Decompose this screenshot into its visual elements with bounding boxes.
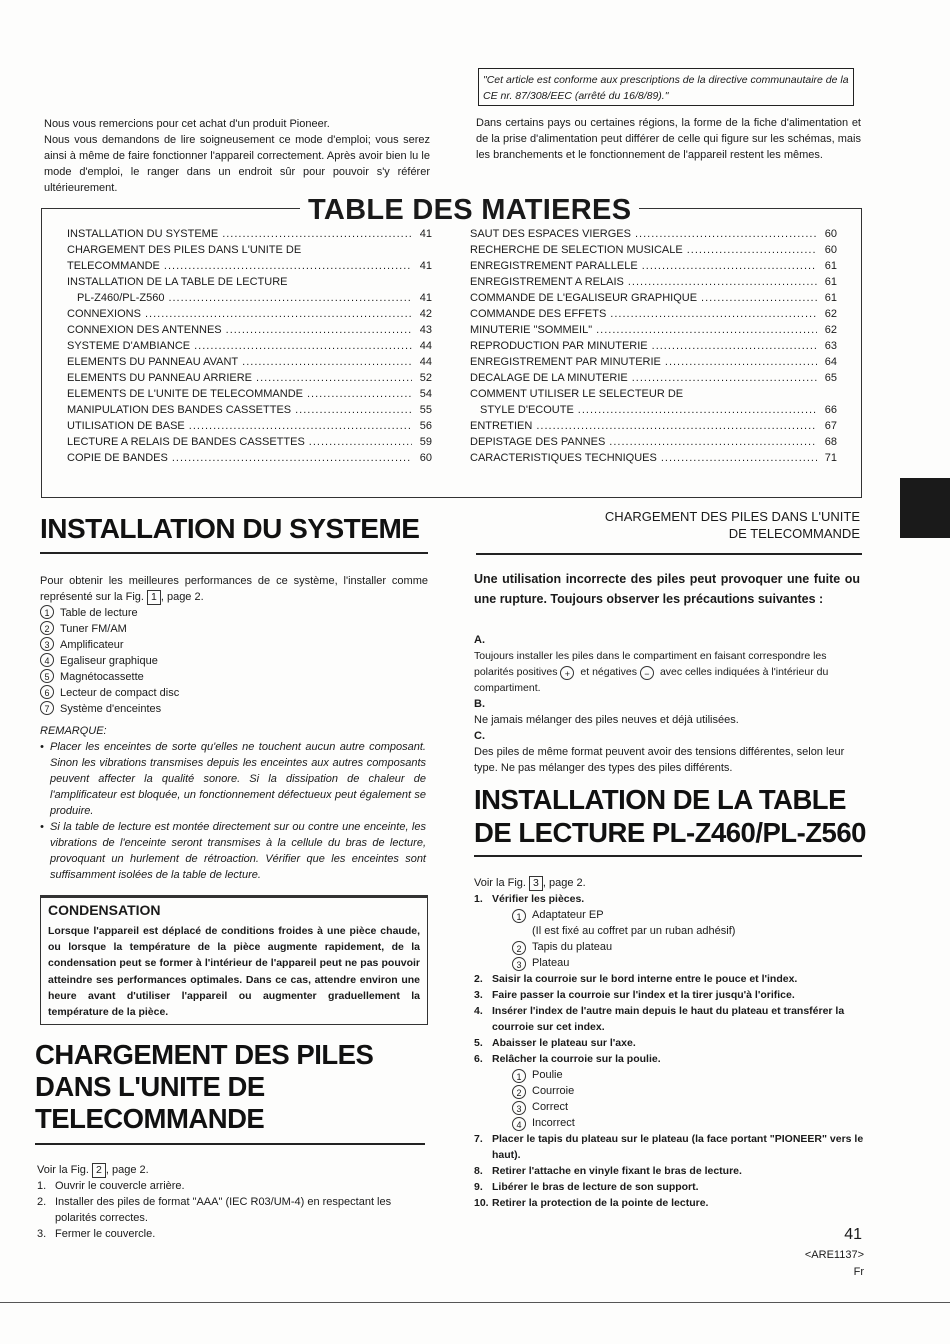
label-b: B. — [474, 698, 485, 710]
toc-entry — [67, 258, 432, 274]
piles-heading-line: CHARGEMENT DES PILES DANS L'UNITE — [604, 509, 860, 524]
install-item — [40, 685, 428, 701]
doc-code: <ARE1137> — [804, 1249, 864, 1261]
step-number: 2. — [37, 1196, 47, 1208]
toc-leader-dots — [168, 290, 412, 306]
piles-step — [37, 1226, 427, 1242]
toc-entry-page: 60 — [419, 452, 432, 464]
toc-entry-page: 68 — [824, 436, 837, 448]
step-text: Retirer l'attache en vinyle fixant le bras de lecture. — [492, 1165, 742, 1177]
piles-heading-line: DE TELECOMMANDE — [728, 526, 860, 541]
piles-right-heading — [478, 508, 860, 542]
turntable-step — [474, 971, 864, 987]
toc-entry — [470, 418, 837, 434]
language-code: Fr — [853, 1266, 864, 1278]
remarque-text: Si la table de lecture est montée directement sur ou contre une enceinte, les vibrations de l'enceinte seront transmises à la cellule du bras de lecture, provoquant un hurlement de rétroaction. Vérifier que les enceintes sont suffisamment isolées de la table de lecture. — [50, 821, 426, 881]
text-a-2: et négatives — [580, 666, 638, 678]
step-number: 9. — [474, 1181, 483, 1193]
label-c: C. — [474, 730, 485, 742]
voir-end: , page 2. — [542, 877, 586, 889]
toc-leader-dots — [661, 450, 817, 466]
toc-entry — [67, 338, 432, 354]
turntable-sub-item — [474, 1067, 864, 1083]
condensation-box — [40, 895, 428, 1025]
install-intro-end: , page 2. — [160, 591, 204, 603]
step-number: 1. — [37, 1180, 47, 1192]
toc-entry-label: COPIE DE BANDES — [67, 452, 168, 464]
toc-entry-label: SAUT DES ESPACES VIERGES — [470, 228, 631, 240]
toc-entry — [67, 290, 432, 306]
turntable-rule — [474, 855, 862, 857]
toc-entry-label: REPRODUCTION PAR MINUTERIE — [470, 340, 648, 352]
turntable-sub-item — [474, 939, 864, 955]
toc-leader-dots — [628, 274, 817, 290]
turntable-sub-item — [474, 955, 864, 971]
text-a-3: avec celles indiquées à l'intérieur du compartiment. — [474, 666, 829, 694]
toc-leader-dots — [256, 370, 412, 386]
toc-entry-page: 61 — [824, 292, 837, 304]
toc-entry-page: 54 — [419, 388, 432, 400]
item-number-circle: 1 — [512, 1069, 526, 1083]
toc-entry — [470, 386, 837, 402]
condensation-text: Lorsque l'appareil est déplacé de conditions froides à une pièce chaude, ou lorsque la température de la pièce augmente rapidement, de la condensation peut se former à l'intérieur de l'appareil peut ne pas pouvoir atteindre ses performances optimales. Dans ce cas, attendre environ une heure avant d'utiliser l'appareil ou augmenter graduellement la température de la pièce. — [48, 925, 420, 1019]
toc-entry-label: TELECOMMANDE — [67, 260, 160, 272]
install-item — [40, 621, 428, 637]
toc-leader-dots — [635, 226, 817, 242]
remarque-label: REMARQUE: — [40, 725, 107, 737]
toc-entry-label: CONNEXION DES ANTENNES — [67, 324, 222, 336]
turntable-sub-text: Adaptateur EP — [532, 909, 604, 921]
item-number-circle: 1 — [512, 909, 526, 923]
toc-entry-label: COMMENT UTILISER LE SELECTEUR DE — [470, 388, 684, 400]
toc-entry-label: RECHERCHE DE SELECTION MUSICALE — [470, 244, 683, 256]
toc-entry-page: 60 — [824, 228, 837, 240]
toc-entry — [67, 226, 432, 242]
turntable-step — [474, 1003, 864, 1035]
fig-ref: 1 — [147, 590, 161, 605]
step-number: 5. — [474, 1037, 483, 1049]
toc-entry-page: 55 — [419, 404, 432, 416]
toc-entry — [470, 450, 837, 466]
plus-icon: + — [560, 666, 574, 680]
toc-entry — [67, 434, 432, 450]
toc-entry — [470, 290, 837, 306]
turntable-step — [474, 891, 864, 907]
fig-ref: 2 — [92, 1163, 106, 1178]
toc-entry-label: ELEMENTS DU PANNEAU AVANT — [67, 356, 239, 368]
piles-rule — [35, 1143, 425, 1145]
toc-leader-dots — [194, 338, 412, 354]
item-number-circle: 3 — [40, 637, 54, 651]
turntable-sub-item — [474, 1083, 864, 1099]
piles-fig-ref — [37, 1162, 149, 1178]
toc-entry-label: CONNEXIONS — [67, 308, 141, 320]
step-text: Faire passer la courroie sur l'index et la tirer jusqu'à l'orifice. — [492, 989, 795, 1001]
toc-entry-page: 62 — [824, 308, 837, 320]
toc-right-column — [470, 226, 837, 466]
condensation-bar — [41, 896, 427, 898]
item-number-circle: 1 — [40, 605, 54, 619]
step-text: Retirer la protection de la pointe de lecture. — [492, 1197, 709, 1209]
toc-leader-dots — [164, 258, 412, 274]
turntable-sub-text: Courroie — [532, 1085, 575, 1097]
piles-title-line: TELECOMMANDE — [35, 1103, 265, 1134]
piles-step — [37, 1194, 427, 1226]
turntable-sub-item — [474, 907, 864, 923]
toc-leader-dots — [687, 242, 817, 258]
remarque-list — [40, 739, 426, 883]
install-item-text: Table de lecture — [60, 607, 138, 619]
item-number-circle: 2 — [512, 1085, 526, 1099]
step-text: Placer le tapis du plateau sur le plateau (la face portant "PIONEER" vers le haut). — [492, 1133, 864, 1161]
bottom-rule — [0, 1302, 950, 1303]
toc-leader-dots — [222, 226, 412, 242]
item-number-circle: 6 — [40, 685, 54, 699]
toc-entry-label: DEPISTAGE DES PANNES — [470, 436, 606, 448]
label-a: A. — [474, 634, 485, 646]
toc-entry — [67, 306, 432, 322]
piles-steps — [37, 1178, 427, 1242]
item-number-circle: 2 — [40, 621, 54, 635]
turntable-sub-text: Plateau — [532, 957, 570, 969]
turntable-step — [474, 1179, 864, 1195]
toc-left-column — [67, 226, 432, 466]
toc-entry — [470, 434, 837, 450]
section-tab — [900, 478, 950, 538]
toc-entry — [470, 370, 837, 386]
toc-leader-dots — [610, 306, 817, 322]
toc-entry-page: 59 — [419, 436, 432, 448]
toc-entry-page: 60 — [824, 244, 837, 256]
step-text: Ouvrir le couvercle arrière. — [55, 1180, 185, 1192]
text-a — [474, 648, 862, 696]
step-text: Abaisser le plateau sur l'axe. — [492, 1037, 636, 1049]
toc-leader-dots — [665, 354, 817, 370]
step-text: Insérer l'index de l'autre main depuis le haut du plateau et transférer la courroie sur cet index. — [492, 1005, 845, 1033]
install-item-text: Lecteur de compact disc — [60, 687, 180, 699]
toc-entry-page: 67 — [824, 420, 837, 432]
toc-entry — [67, 354, 432, 370]
toc-entry-page: 56 — [419, 420, 432, 432]
turntable-step — [474, 987, 864, 1003]
toc-entry-label: ENREGISTREMENT PARALLELE — [470, 260, 638, 272]
piles-big-title — [35, 1039, 373, 1135]
toc-entry-label: DECALAGE DE LA MINUTERIE — [470, 372, 628, 384]
item-number-circle: 4 — [512, 1117, 526, 1131]
item-number-circle: 3 — [512, 1101, 526, 1115]
install-item-text: Amplificateur — [60, 639, 124, 651]
toc-entry — [470, 338, 837, 354]
toc-entry-label: ENTRETIEN — [470, 420, 533, 432]
toc-leader-dots — [226, 322, 412, 338]
toc-entry-page: 66 — [824, 404, 837, 416]
turntable-title-line: INSTALLATION DE LA TABLE — [474, 784, 846, 815]
install-item-text: Système d'enceintes — [60, 703, 162, 715]
toc-entry-label: ENREGISTREMENT PAR MINUTERIE — [470, 356, 661, 368]
toc-entry-label: ELEMENTS DE L'UNITE DE TELECOMMANDE — [67, 388, 303, 400]
toc-leader-dots — [536, 418, 817, 434]
toc-entry-label: INSTALLATION DE LA TABLE DE LECTURE — [67, 276, 288, 288]
step-text: Relâcher la courroie sur la poulie. — [492, 1053, 661, 1065]
toc-entry — [67, 450, 432, 466]
ce-conformity-notice: "Cet article est conforme aux prescriptions de la directive communautaire de la CE nr. 87/308/EEC (arrêté du 16/8/89)." — [478, 68, 854, 106]
step-text: Vérifier les pièces. — [492, 893, 585, 905]
toc-entry-label: ENREGISTREMENT A RELAIS — [470, 276, 624, 288]
turntable-sub-item — [474, 923, 864, 939]
turntable-step — [474, 1035, 864, 1051]
toc-entry-page: 62 — [824, 324, 837, 336]
remarque-text: Placer les enceintes de sorte qu'elles ne touchent aucun autre composant. Sinon les vibrations transmises depuis les enceintes aux autres composants peuvent affecter la qualité sonore. Si la dissipation de chaleur de l'amplificateur est bloquée, un fonctionnement défectueux peut également se produire. — [50, 741, 426, 817]
toc-entry-label: CARACTERISTIQUES TECHNIQUES — [470, 452, 657, 464]
step-number: 3. — [37, 1228, 47, 1240]
step-number: 7. — [474, 1133, 483, 1145]
intro-left — [44, 116, 430, 196]
turntable-step — [474, 1163, 864, 1179]
toc-leader-dots — [189, 418, 412, 434]
item-number-circle: 2 — [512, 941, 526, 955]
piles-title-line: DANS L'UNITE DE — [35, 1071, 265, 1102]
step-number: 10. — [474, 1197, 489, 1209]
toc-entry-label: STYLE D'ECOUTE — [480, 404, 574, 416]
page-number: 41 — [844, 1226, 862, 1243]
toc-entry-page: 42 — [419, 308, 432, 320]
install-item-text: Tuner FM/AM — [60, 623, 127, 635]
item-number-circle: 4 — [40, 653, 54, 667]
toc-entry-label: PL-Z460/PL-Z560 — [77, 292, 165, 304]
install-item-text: Magnétocassette — [60, 671, 144, 683]
toc-entry-page: 61 — [824, 260, 837, 272]
toc-entry-label: MINUTERIE "SOMMEIL" — [470, 324, 593, 336]
toc-entry-page: 52 — [419, 372, 432, 384]
toc-entry-label: COMMANDE DES EFFETS — [470, 308, 607, 320]
toc-entry — [67, 386, 432, 402]
toc-entry — [470, 274, 837, 290]
turntable-sub-item — [474, 1099, 864, 1115]
toc-entry — [470, 322, 837, 338]
intro-read: Nous vous demandons de lire soigneusement ce mode d'emploi; vous serez ainsi à même de faire fonctionner l'appareil correctement. Après avoir bien lu le mode d'emploi, le ranger dans un endroit sûr pour pouvoir s'y référer ultérieurement. — [44, 134, 430, 194]
fig-ref: 3 — [529, 876, 543, 891]
item-number-circle: 7 — [40, 701, 54, 715]
toc-entry — [67, 274, 432, 290]
toc-entry-label: UTILISATION DE BASE — [67, 420, 185, 432]
toc-entry-page: 63 — [824, 340, 837, 352]
toc-entry-page: 65 — [824, 372, 837, 384]
install-intro — [40, 573, 428, 605]
turntable-sub-text: Poulie — [532, 1069, 563, 1081]
intro-thanks: Nous vous remercions pour cet achat d'un produit Pioneer. — [44, 118, 330, 130]
turntable-step — [474, 1051, 864, 1067]
install-item — [40, 669, 428, 685]
piles-title-line: CHARGEMENT DES PILES — [35, 1039, 374, 1070]
toc-entry — [470, 354, 837, 370]
step-number: 3. — [474, 989, 483, 1001]
toc-entry — [470, 402, 837, 418]
toc-leader-dots — [172, 450, 412, 466]
piles-step — [37, 1178, 427, 1194]
toc-leader-dots — [578, 402, 817, 418]
step-number: 1. — [474, 893, 483, 905]
toc-leader-dots — [609, 434, 817, 450]
turntable-title — [474, 783, 866, 849]
toc-entry-label: CHARGEMENT DES PILES DANS L'UNITE DE — [67, 244, 302, 256]
install-intro-text: Pour obtenir les meilleures performances de ce système, l'installer comme représenté sur la Fig. — [40, 575, 428, 603]
toc-entry-label: SYSTEME D'AMBIANCE — [67, 340, 191, 352]
turntable-sub-text: Correct — [532, 1101, 569, 1113]
toc-entry-page: 41 — [419, 260, 432, 272]
toc-leader-dots — [295, 402, 412, 418]
toc-entry-label: LECTURE A RELAIS DE BANDES CASSETTES — [67, 436, 305, 448]
toc-entry-page: 64 — [824, 356, 837, 368]
piles-right-rule — [476, 553, 862, 555]
item-number-circle: 3 — [512, 957, 526, 971]
intro-right: Dans certains pays ou certaines régions, la forme de la fiche d'alimentation et de la prise d'alimentation peut différer de celle qui figure sur les schémas, mais les branchements et le fonctionnement de l'appareil restent les mêmes. — [476, 117, 861, 161]
toc-leader-dots — [145, 306, 412, 322]
step-text: Installer des piles de format "AAA" (IEC R03/UM-4) en respectant les polarités correctes. — [55, 1196, 392, 1224]
turntable-sub-text: Tapis du plateau — [532, 941, 613, 953]
turntable-sub-item — [474, 1115, 864, 1131]
step-number: 4. — [474, 1005, 483, 1017]
install-item — [40, 653, 428, 669]
toc-entry — [470, 242, 837, 258]
toc-entry-page: 41 — [419, 228, 432, 240]
text-b: Ne jamais mélanger des piles neuves et déjà utilisées. — [474, 714, 739, 726]
install-item-text: Egaliseur graphique — [60, 655, 158, 667]
toc-entry-page: 43 — [419, 324, 432, 336]
piles-warning: Une utilisation incorrecte des piles peut provoquer une fuite ou une rupture. Toujours observer les précautions suivantes : — [474, 572, 860, 606]
turntable-fig-ref — [474, 875, 586, 891]
item-number-circle: 5 — [40, 669, 54, 683]
toc-leader-dots — [307, 386, 412, 402]
toc-leader-dots — [652, 338, 817, 354]
turntable-step — [474, 1131, 864, 1163]
voir-text: Voir la Fig. — [37, 1164, 89, 1176]
toc-entry — [470, 258, 837, 274]
bullet: • — [40, 821, 44, 833]
turntable-sub-text: (Il est fixé au coffret par un ruban adhésif) — [532, 925, 736, 937]
step-text: Fermer le couvercle. — [55, 1228, 156, 1240]
toc-leader-dots — [309, 434, 412, 450]
install-rule — [40, 552, 428, 554]
step-number: 6. — [474, 1053, 483, 1065]
toc-leader-dots — [632, 370, 817, 386]
toc-entry-page: 71 — [824, 452, 837, 464]
text-a-1: Toujours installer les piles dans le compartiment en faisant correspondre les polarités positives — [474, 650, 827, 678]
toc-leader-dots — [596, 322, 817, 338]
toc-entry — [67, 418, 432, 434]
toc-entry — [67, 402, 432, 418]
condensation-title: CONDENSATION — [48, 902, 161, 918]
voir-text: Voir la Fig. — [474, 877, 526, 889]
step-text: Libérer le bras de lecture de son support. — [492, 1181, 699, 1193]
toc-entry-label: INSTALLATION DU SYSTEME — [67, 228, 219, 240]
install-item — [40, 637, 428, 653]
turntable-step — [474, 1195, 864, 1211]
toc-entry-label: MANIPULATION DES BANDES CASSETTES — [67, 404, 292, 416]
step-number: 8. — [474, 1165, 483, 1177]
remarque-item — [40, 819, 426, 883]
turntable-sub-text: Incorrect — [532, 1117, 575, 1129]
step-number: 2. — [474, 973, 483, 985]
toc-entry — [67, 370, 432, 386]
toc-leader-dots — [642, 258, 817, 274]
toc-leader-dots — [242, 354, 412, 370]
text-c: Des piles de même format peuvent avoir des tensions différentes, selon leur type. Ne pas mélanger des types des piles différents. — [474, 746, 845, 774]
install-items — [40, 605, 428, 717]
toc-leader-dots — [701, 290, 817, 306]
toc-entry-page: 41 — [419, 292, 432, 304]
toc-entry-page: 61 — [824, 276, 837, 288]
install-item — [40, 605, 428, 621]
step-text: Saisir la courroie sur le bord interne entre le pouce et l'index. — [492, 973, 798, 985]
piles-abc — [474, 632, 862, 776]
toc-entry-label: ELEMENTS DU PANNEAU ARRIERE — [67, 372, 253, 384]
bullet: • — [40, 741, 44, 753]
remarque-item — [40, 739, 426, 819]
toc-entry-label: COMMANDE DE L'EGALISEUR GRAPHIQUE — [470, 292, 698, 304]
turntable-steps — [474, 891, 864, 1211]
toc-entry — [67, 322, 432, 338]
toc-entry-page: 44 — [419, 356, 432, 368]
toc-title: TABLE DES MATIERES — [300, 194, 639, 226]
toc-entry — [470, 226, 837, 242]
toc-entry — [470, 306, 837, 322]
turntable-title-line: DE LECTURE PL-Z460/PL-Z560 — [474, 817, 866, 848]
install-item — [40, 701, 428, 717]
toc-entry — [67, 242, 432, 258]
voir-end: , page 2. — [105, 1164, 149, 1176]
toc-entry-page: 44 — [419, 340, 432, 352]
install-title: INSTALLATION DU SYSTEME — [40, 513, 420, 544]
minus-icon: − — [640, 666, 654, 680]
